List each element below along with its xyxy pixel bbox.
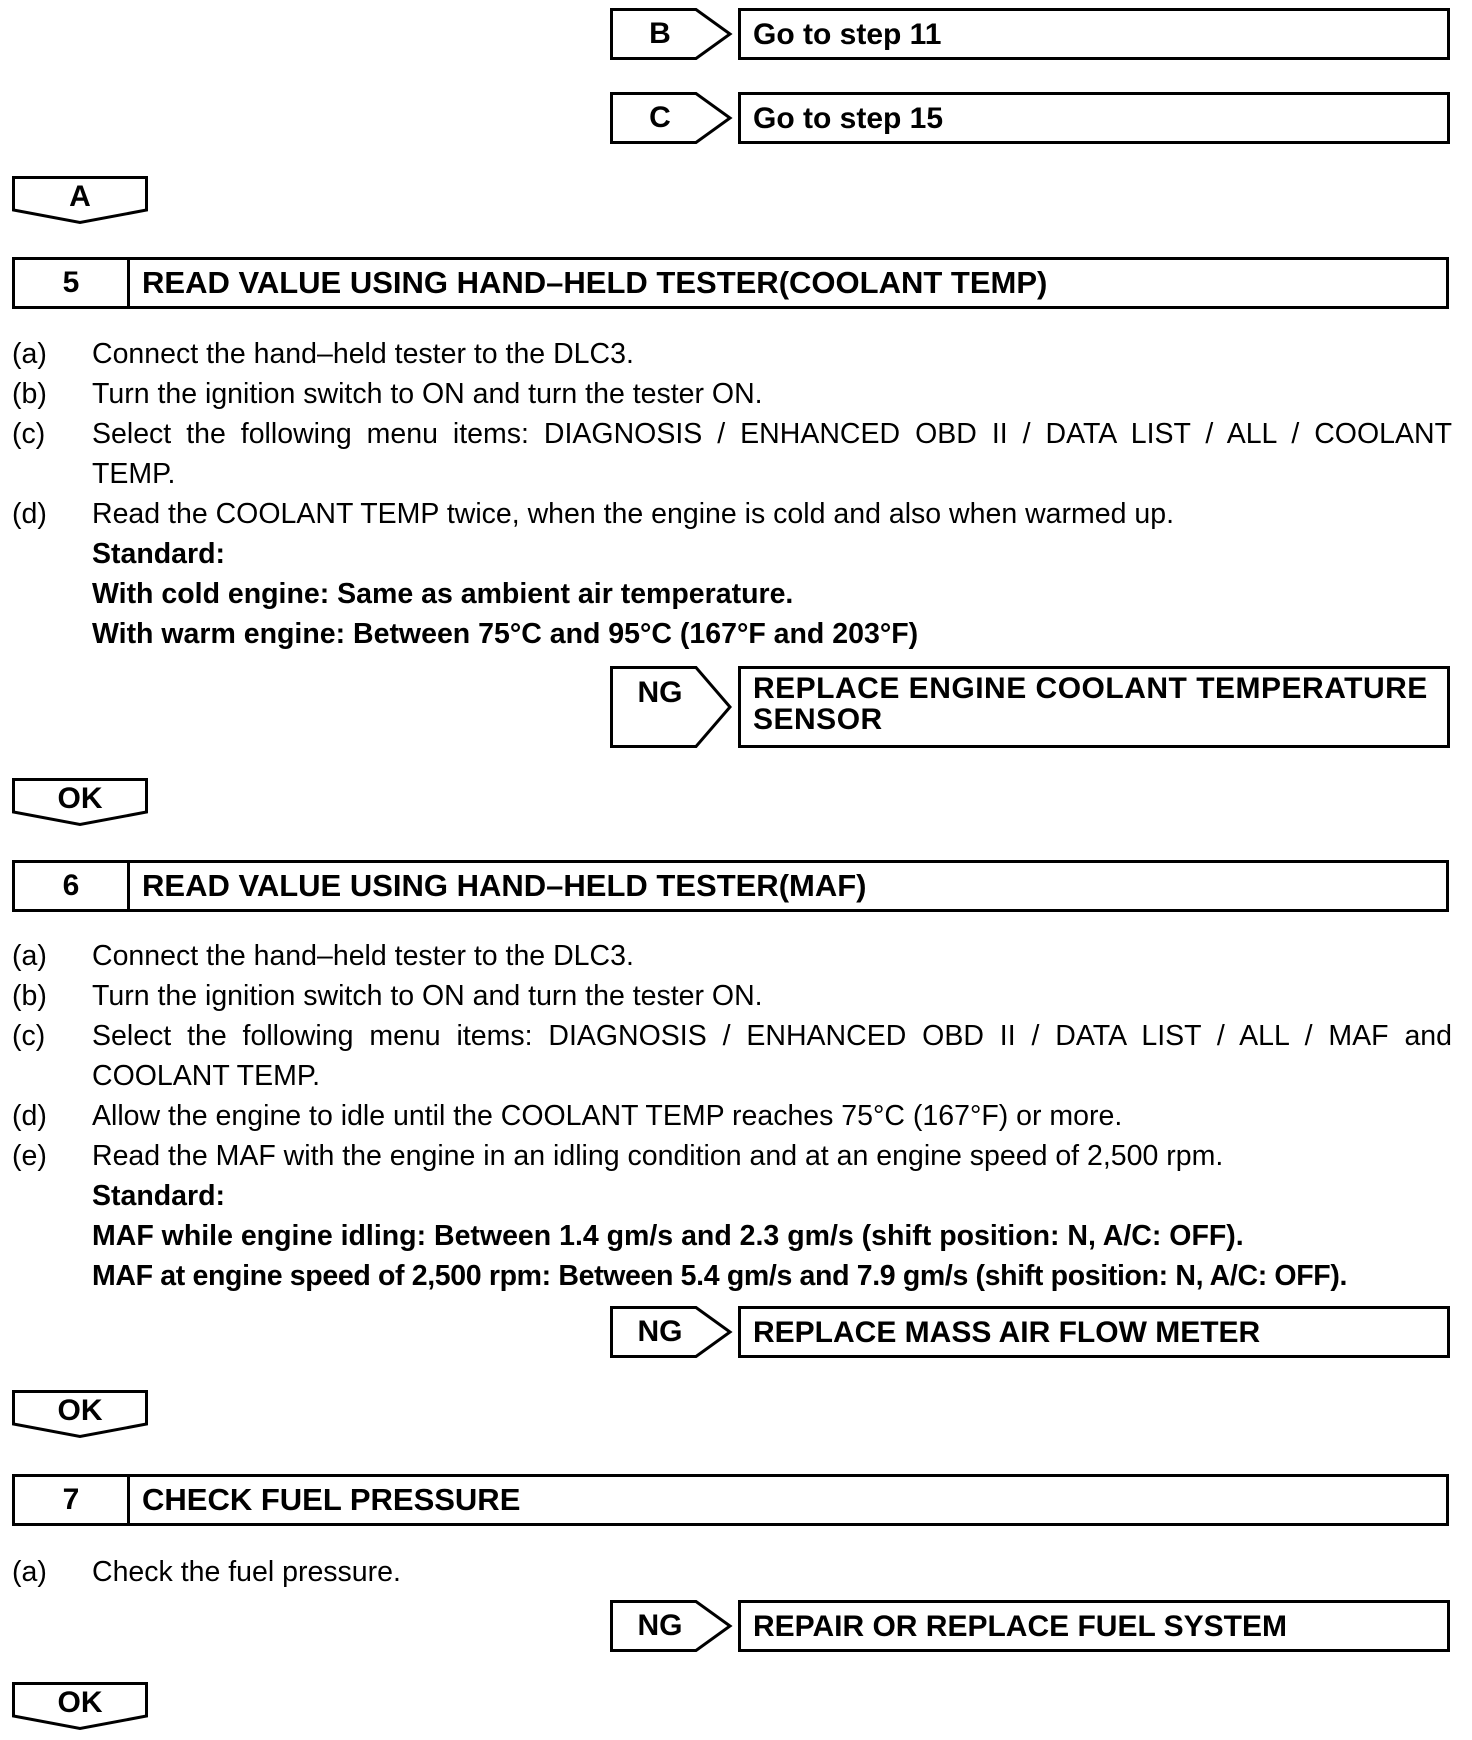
item-text: Select the following menu items: DIAGNOSIS / ENHANCED OBD II / DATA LIST / ALL / MAF and: [92, 1020, 1452, 1052]
continue-tab-a-label: A: [69, 180, 91, 213]
step-5-ng-result: [738, 666, 1450, 748]
branch-b-label: B: [649, 17, 671, 50]
item-label: (c): [12, 418, 46, 450]
step-7-ok-tab[interactable]: [12, 1682, 148, 1730]
step-5-number: 5: [15, 260, 130, 306]
step-5-ok-tab[interactable]: [12, 778, 148, 826]
standard-value: With warm engine: Between 75°C and 95°C (167°F and 203°F): [92, 618, 919, 650]
item-label: (a): [12, 940, 47, 972]
step-6-title: READ VALUE USING HAND–HELD TESTER(MAF): [142, 868, 867, 903]
branch-b-result: Go to step 11: [738, 8, 1450, 60]
standard-label: Standard:: [92, 1180, 226, 1212]
branch-b[interactable]: [610, 8, 1450, 60]
standard-value: MAF at engine speed of 2,500 rpm: Between 5.4 gm/s and 7.9 gm/s (shift position: N, A/C: OFF).: [92, 1260, 1348, 1292]
step-7-title: CHECK FUEL PRESSURE: [142, 1482, 521, 1517]
item-text: Connect the hand–held tester to the DLC3.: [92, 940, 634, 972]
item-text: Read the MAF with the engine in an idling condition and at an engine speed of 2,500 rpm.: [92, 1140, 1224, 1172]
step-7-ng-result: REPAIR OR REPLACE FUEL SYSTEM: [738, 1600, 1450, 1652]
step-6-header: [12, 860, 1449, 912]
branch-c[interactable]: [610, 92, 1450, 144]
item-label: (d): [12, 498, 47, 530]
item-label: (b): [12, 378, 47, 410]
step-5-title: READ VALUE USING HAND–HELD TESTER(COOLANT TEMP): [142, 265, 1048, 300]
standard-value: MAF while engine idling: Between 1.4 gm/s and 2.3 gm/s (shift position: N, A/C: OFF).: [92, 1220, 1244, 1252]
step-7-header: [12, 1474, 1449, 1526]
item-text: Allow the engine to idle until the COOLANT TEMP reaches 75°C (167°F) or more.: [92, 1100, 1123, 1132]
item-text: Connect the hand–held tester to the DLC3.: [92, 338, 634, 370]
item-text-cont: TEMP.: [92, 458, 176, 490]
step-7-ng-branch[interactable]: [610, 1600, 1450, 1652]
ng-result-line-2: SENSOR: [753, 703, 883, 736]
branch-c-result: Go to step 15: [738, 92, 1450, 144]
step-5-ng-branch[interactable]: [610, 666, 1450, 748]
item-label: (e): [12, 1140, 47, 1172]
ng-result-line-1: REPLACE ENGINE COOLANT TEMPERATURE: [753, 672, 1428, 705]
item-label: (a): [12, 1556, 47, 1588]
item-label: (a): [12, 338, 47, 370]
step-6-ng-branch[interactable]: [610, 1306, 1450, 1358]
step-6-ng-tag: [610, 1306, 732, 1358]
standard-label: Standard:: [92, 538, 226, 570]
item-text: Select the following menu items: DIAGNOSIS / ENHANCED OBD II / DATA LIST / ALL / COOLANT: [92, 418, 1452, 450]
standard-value: With cold engine: Same as ambient air temperature.: [92, 578, 794, 610]
branch-c-tag: [610, 92, 732, 144]
branch-c-label: C: [649, 101, 671, 134]
item-label: (d): [12, 1100, 47, 1132]
ng-label: NG: [637, 1609, 683, 1642]
item-text: Check the fuel pressure.: [92, 1556, 401, 1588]
step-6-ok-tab[interactable]: [12, 1390, 148, 1438]
item-text: Turn the ignition switch to ON and turn the tester ON.: [92, 378, 763, 410]
ok-label: OK: [57, 1394, 103, 1427]
item-text-cont: COOLANT TEMP.: [92, 1060, 321, 1092]
item-label: (c): [12, 1020, 46, 1052]
step-6-ng-result: REPLACE MASS AIR FLOW METER: [738, 1306, 1450, 1358]
step-7-number: 7: [15, 1477, 130, 1523]
step-5-ng-tag: [610, 666, 732, 748]
item-text: Read the COOLANT TEMP twice, when the engine is cold and also when warmed up.: [92, 498, 1174, 530]
step-5-header: [12, 257, 1449, 309]
ng-label: NG: [637, 1315, 683, 1348]
item-label: (b): [12, 980, 47, 1012]
ok-label: OK: [57, 782, 103, 815]
branch-b-tag: [610, 8, 732, 60]
step-7-ng-tag: [610, 1600, 732, 1652]
ok-label: OK: [57, 1686, 103, 1719]
step-6-number: 6: [15, 863, 130, 909]
continue-tab-a[interactable]: [12, 176, 148, 224]
ng-label: NG: [637, 676, 683, 709]
item-text: Turn the ignition switch to ON and turn the tester ON.: [92, 980, 763, 1012]
